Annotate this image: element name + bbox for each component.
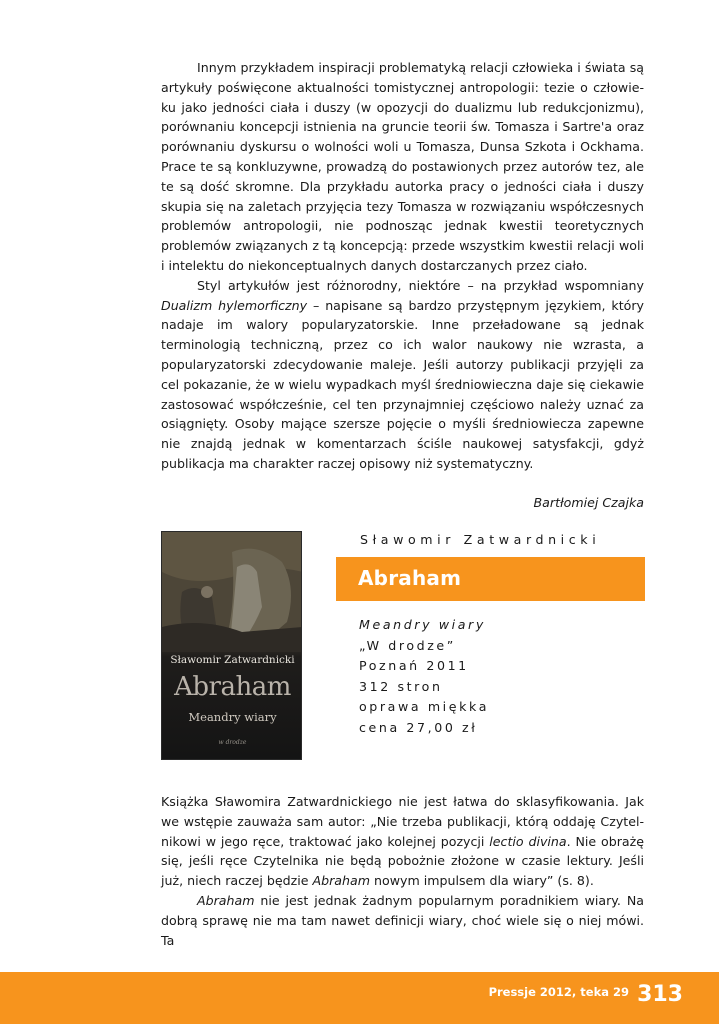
cover-title: Abraham xyxy=(174,672,291,702)
review-text xyxy=(161,792,644,950)
review-paragraph-1 xyxy=(161,792,644,891)
book-subtitle: Meandry wiary xyxy=(359,617,486,632)
paragraph-2-text-a: Styl artykułów jest różnorodny, niektóre – na przykład wspomniany xyxy=(197,277,644,293)
page-footer xyxy=(0,972,719,1024)
book-place-year: Poznań 2011 xyxy=(359,658,469,673)
book-author: Sławomir Zatwardnicki xyxy=(360,532,601,547)
book-binding: oprawa miękka xyxy=(359,699,490,714)
book-title: Abraham xyxy=(358,566,462,590)
paragraph-2-italic: Dualizm hylemorficzny xyxy=(161,297,308,313)
paragraph-2-text-b: – napisane są bardzo przystępnym językiem, który nadaje im walory popularyzatorskie. Inne przeładowane są jednak terminologią techniczną, przez co ich walor naukowy nie wzrasta, a popularyzatorski zdecydowanie maleje. Jeśli autorzy publikacji przyjęli za cel pokazanie, że w wielu wypadkach myśl średniowieczna daje się ciekawie zastosować współcześnie, cel ten przynajmniej częściowo należy uznać za osiągnięty. Osoby mające szersze pojęcie o myśli średniowiecza zapewne nie znajdą jednak w komentarzach ściśle naukowej satysfakcji, gdyż publikacja ma charakter raczej opisowy niż systematyczny. xyxy=(161,297,644,471)
review-p1-e: nowym impulsem dla wiary” (s. 8). xyxy=(370,873,594,889)
book-title-banner xyxy=(336,557,645,601)
journal-issue: Pressje 2012, teka 29 xyxy=(488,985,629,999)
review-p1-b: lectio divina xyxy=(489,833,567,849)
paragraph-1: Innym przykładem inspiracji problematyką relacji człowieka i świata są artykuły poświęcone aktualności tomistycznej antropologii: tezie o człowieku jako jedności ciała i duszy (w opozycji do dualizmu lub redukcjonizmu), porównaniu koncepcji istnienia na gruncie teorii św. Tomasza i Sartre'a oraz porównaniu dyskursu o wolności woli u Tomasza, Dunsa Szkota i Ockhama. Prace te są konkluzywne, prowadzą do postawionych przez autorów tez, ale te są dość skromne. Dla przykładu autorka pracy o jedności ciała i duszy skupia się na zaletach przyjęcia tezy Tomasza w rozwiązaniu współczesnych problemów antropologii, nie podnosząc jednak kwestii teoretycznych problemów związanych z tą koncepcją: przede wszystkim kwestii relacji woli i intelektu do niekonceptualnych danych dostarczanych przez ciało. xyxy=(161,60,644,273)
cover-painting xyxy=(162,532,302,652)
book-pages: 312 stron xyxy=(359,678,443,694)
review-signature: Bartłomiej Czajka xyxy=(533,495,644,510)
cover-publisher-logo: w drodze xyxy=(218,739,247,746)
book-cover-image xyxy=(161,531,302,760)
review-paragraph-2 xyxy=(161,891,644,950)
book-details xyxy=(359,615,489,738)
book-publisher: „W drodze” xyxy=(359,637,456,653)
review-p1-a: Książka Sławomira Zatwardnickiego nie jest łatwa do sklasyfikowania. Jak we wstępie zauważa sam autor: „Nie trzeba publikacji, którą oddaję Czytelnikowi w jego ręce, traktować jako kolejnej pozycji xyxy=(161,794,644,849)
paragraph-2 xyxy=(161,276,644,474)
article-text-top xyxy=(161,58,644,474)
review-p2-b: nie jest jednak żadnym popularnym poradnikiem wiary. Na dobrą sprawę nie ma tam nawet definicji wiary, choć wiele się o niej mówi. Ta xyxy=(161,892,644,948)
review-p1-d: Abraham xyxy=(312,873,370,889)
page-number: 313 xyxy=(637,982,683,1007)
review-p2-a: Abraham xyxy=(197,892,255,908)
book-price: cena 27,00 zł xyxy=(359,719,478,735)
cover-author: Sławomir Zatwardnicki xyxy=(170,654,295,666)
cover-subtitle: Meandry wiary xyxy=(188,710,277,724)
review-p1-c: . Nie obrażę się, jeśli ręce Czytelnika nie będą pobożnie złożone w czasie lektury. Jeśli już, niech raczej będzie xyxy=(161,833,644,889)
